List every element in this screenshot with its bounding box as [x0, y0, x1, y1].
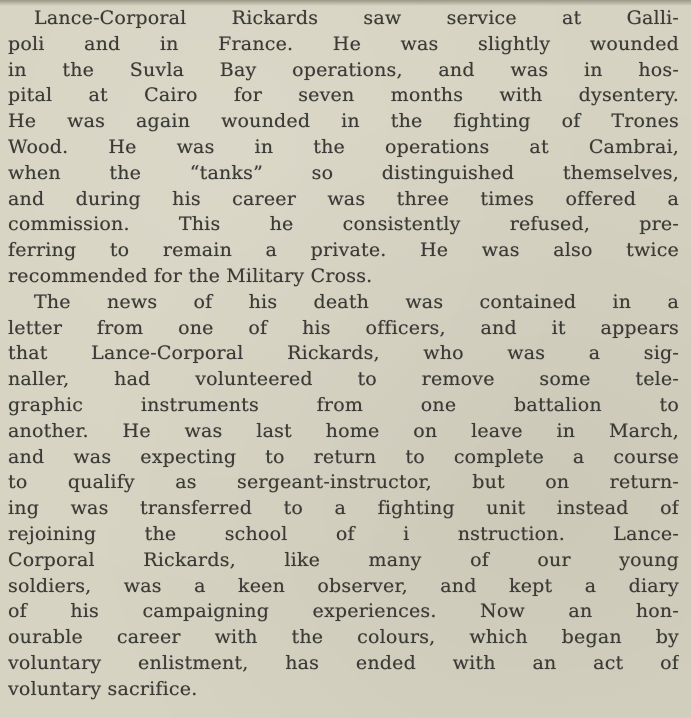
- text-line: Wood. He was in the operations at Cambrai,: [8, 135, 679, 158]
- text-line: and during his career was three times offered a: [8, 187, 679, 210]
- article-column: [0, 6, 691, 703]
- text-line: rejoining the school of i nstruction. Lance-: [8, 522, 679, 545]
- text-line: commission. This he consistently refused, pre-: [8, 213, 679, 236]
- text-line: that Lance-Corporal Rickards, who was a sig-: [8, 342, 679, 365]
- text-line: soldiers, was a keen observer, and kept a diary: [8, 574, 679, 597]
- text-line: another. He was last home on leave in March,: [8, 419, 679, 442]
- text-line: recommended for the Military Cross.: [8, 264, 373, 287]
- text-line: The news of his death was contained in a: [34, 290, 679, 313]
- paragraph-1: [8, 6, 679, 290]
- text-line: poli and in France. He was slightly wounded: [8, 32, 679, 55]
- text-line: letter from one of his officers, and it appears: [8, 316, 679, 339]
- text-line: ferring to remain a private. He was also twice: [8, 239, 679, 262]
- text-line: ing was transferred to a fighting unit instead of: [8, 497, 679, 520]
- text-line: when the “tanks” so distinguished themselves,: [8, 161, 679, 184]
- text-line: voluntary enlistment, has ended with an act of: [8, 651, 679, 674]
- text-line: of his campaigning experiences. Now an hon-: [8, 600, 679, 623]
- text-line: Corporal Rickards, like many of our young: [8, 548, 679, 571]
- text-line: in the Suvla Bay operations, and was in hos-: [8, 58, 679, 81]
- text-line: Lance-Corporal Rickards saw service at Galli-: [34, 7, 679, 29]
- text-line: graphic instruments from one battalion to: [8, 393, 679, 416]
- text-line: He was again wounded in the fighting of Trones: [8, 110, 679, 133]
- text-line: and was expecting to return to complete a course: [8, 445, 679, 468]
- paragraph-2: [8, 290, 679, 703]
- text-line: to qualify as sergeant-instructor, but on return-: [8, 471, 679, 494]
- text-line: voluntary sacrifice.: [8, 677, 198, 700]
- text-line: ourable career with the colours, which began by: [8, 626, 679, 649]
- text-line: naller, had volunteered to remove some tele-: [8, 368, 679, 391]
- text-line: pital at Cairo for seven months with dysentery.: [8, 84, 679, 107]
